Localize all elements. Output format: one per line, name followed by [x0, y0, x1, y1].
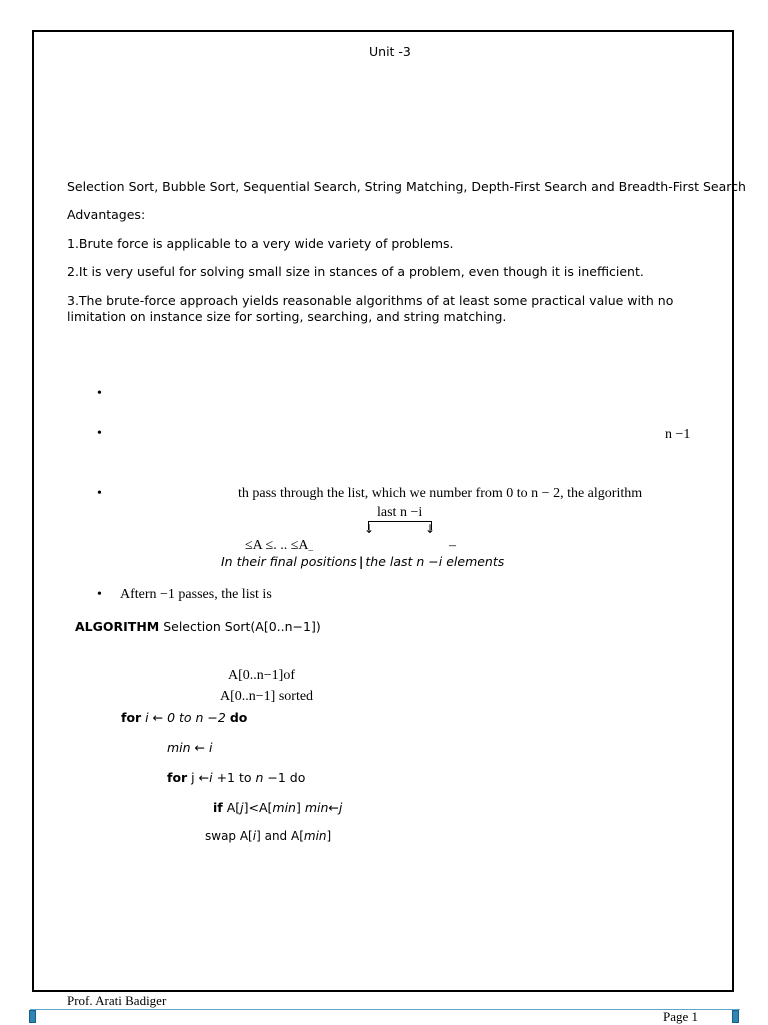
algorithm-input: A[0..n−1]of — [228, 668, 295, 683]
advantage-3: 3.The brute-force approach yields reasonable algorithms of at least some practical value with no — [67, 293, 674, 308]
code-for-outer: for i ← 0 to n −2 do — [121, 710, 248, 725]
advantages-heading: Advantages: — [67, 207, 146, 222]
unit-heading: Unit -3 — [369, 44, 411, 59]
last-bracket — [368, 521, 432, 530]
footer-tab-left — [29, 1010, 36, 1023]
down-arrow-right-icon: ↓ — [425, 522, 436, 536]
bullet-3: • — [97, 486, 102, 501]
code-if: if A[j]<A[min] min←j — [213, 800, 343, 815]
algorithm-output: A[0..n−1] sorted — [220, 689, 314, 704]
last-n-i-label: last n −i — [377, 505, 423, 520]
code-min-assign: min ← i — [167, 740, 213, 755]
bullet-4: • — [97, 587, 102, 602]
final-positions-caption: In their final positions | the last n −i elements — [221, 554, 505, 569]
bullet-1: • — [97, 386, 102, 401]
bullet-2: • — [97, 426, 102, 441]
bullet-3-text: th pass through the list, which we number from 0 to n − 2, the algorithm — [238, 486, 643, 501]
advantage-1: 1.Brute force is applicable to a very wide variety of problems. — [67, 236, 454, 251]
bullet-2-n-minus-1: n −1 — [665, 427, 691, 442]
advantage-2: 2.It is very useful for solving small size in stances of a problem, even though it is inefficient. — [67, 264, 644, 279]
advantage-3-cont: limitation on instance size for sorting, searching, and string matching. — [67, 309, 507, 324]
inequality: ≤A ≤. .. $\le A_-$ — [245, 538, 313, 555]
topics-line: Selection Sort, Bubble Sort, Sequential Search, String Matching, Depth-First Search and Breadth-First Search — [67, 179, 746, 194]
footer-rule — [30, 1009, 740, 1010]
algorithm-header: ALGORITHM Selection Sort(A[0..n−1]) — [75, 619, 321, 634]
down-arrow-left-icon: ↓ — [364, 522, 375, 536]
code-for-inner: for j ←i +1 to n −1 do — [167, 770, 306, 785]
page-number: Page 1 — [663, 1009, 699, 1024]
footer-tab-right — [732, 1010, 739, 1023]
code-swap: swap A[i] and A[min] — [205, 829, 332, 843]
footer-author: Prof. Arati Badiger — [67, 993, 167, 1008]
bullet-4-text: Aftern −1 passes, the list is — [120, 587, 272, 602]
inequality-dash: – — [449, 538, 456, 553]
